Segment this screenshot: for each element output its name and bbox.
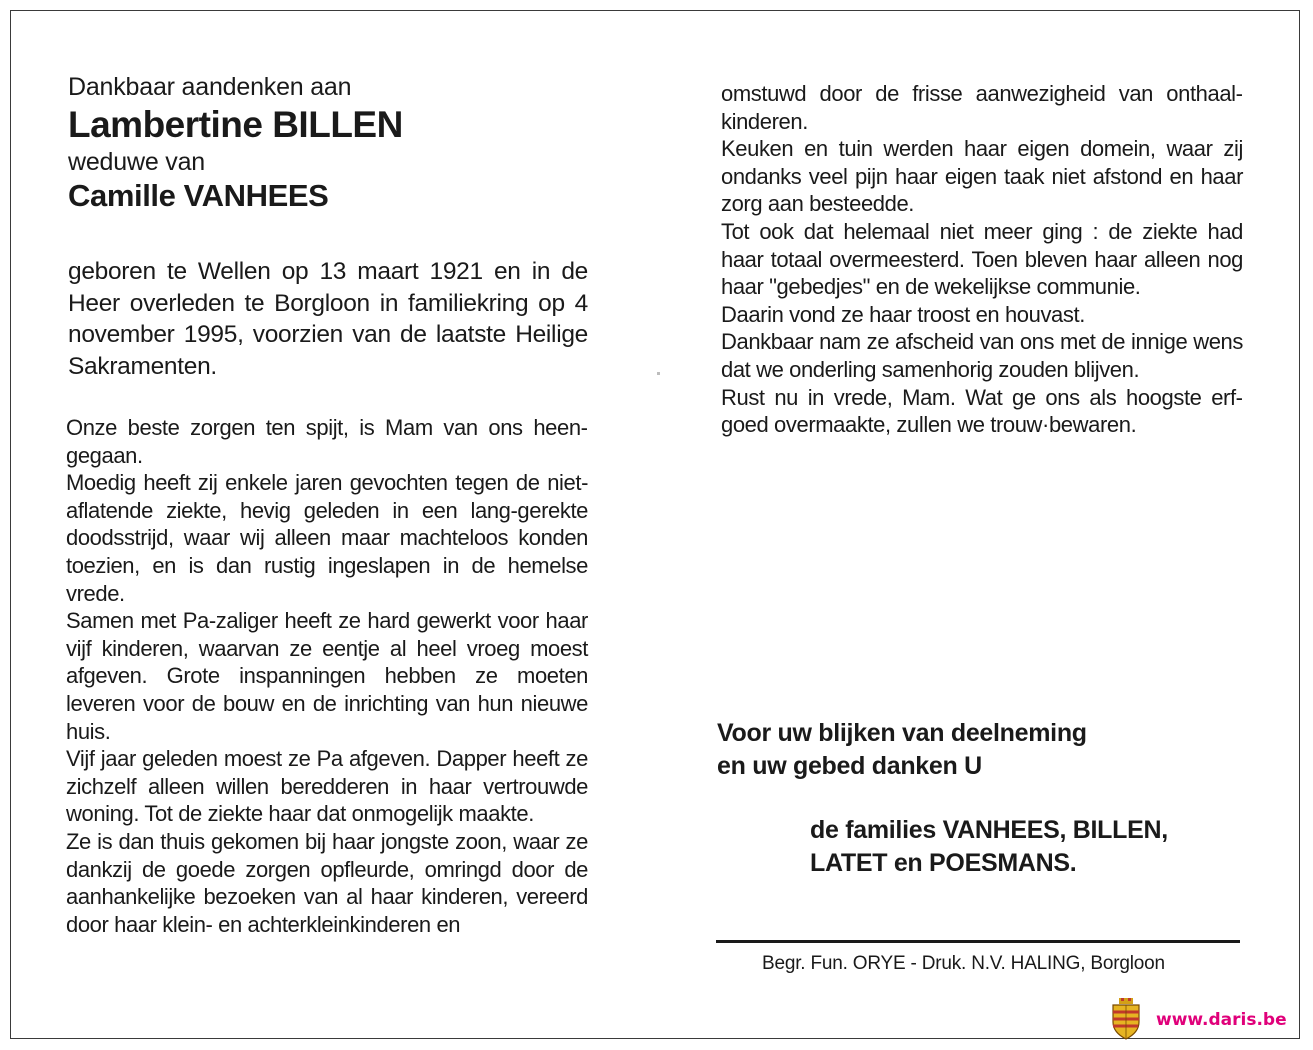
paragraph: Daarin vond ze haar troost en houvast. (721, 301, 1085, 327)
paragraph: Keuken en tuin werden haar eigen domein, waar zij ondanks veel pijn haar eigen taak niet afstond en haar zorg aan besteedde. (721, 136, 1243, 217)
watermark-link[interactable]: www.daris.be (1156, 1010, 1287, 1030)
divider (716, 940, 1240, 943)
left-column-text (66, 414, 588, 938)
paragraph: Rust nu in vrede, Mam. Wat ge ons als hoogste erfgoed overmaakte, zullen we trouw·bewaren. (721, 384, 1243, 438)
header-block (68, 72, 588, 214)
birth-death-text: geboren te Wellen op 13 maart 1921 en in de Heer overleden te Borgloon in familiekring op 4 november 1995, voorzien van de laatste Heilige Sakramenten. (68, 258, 588, 380)
paragraph: Moedig heeft zij enkele jaren gevochten tegen de niet-aflatende ziekte, hevig geleden in een lang-gerekte doodsstrijd, waar wij alleen maar machteloos konden toezien, en is dan rustig ingeslapen in de hemelse vrede. (66, 470, 588, 606)
spouse-name: Camille VANHEES (68, 178, 329, 213)
families-block (810, 814, 1168, 880)
paragraph: Samen met Pa-zaliger heeft ze hard gewerkt voor haar vijf kinderen, waarvan ze eentje al heel vroeg moest afgeven. Grote inspanningen hebben ze moeten leveren voor de bouw en de inrichting van hun nieuwe huis. (66, 608, 588, 744)
thanks-line: Voor uw blijken van deelneming (717, 719, 1087, 747)
paragraph: Dankbaar nam ze afscheid van ons met de innige wens dat we onderling samenhorig zouden blijven. (721, 329, 1243, 382)
thanks-line: en uw gebed danken U (717, 752, 982, 780)
right-column-text (721, 80, 1243, 439)
families-line: LATET en POESMANS. (810, 849, 1077, 877)
fold-mark (657, 372, 660, 375)
paragraph: omstuwd door de frisse aanwezigheid van onthaalkinderen. (721, 81, 1243, 134)
paragraph: Onze beste zorgen ten spijt, is Mam van ons heengegaan. (66, 415, 588, 468)
intro-text: Dankbaar aandenken aan (68, 73, 352, 101)
heraldic-shield-icon (1110, 998, 1142, 1040)
paragraph: Ze is dan thuis gekomen bij haar jongste zoon, waar ze dankzij de goede zorgen opfleurde, omringd door de aanhankelijke bezoeken van al haar kinderen, vereerd door haar klein- en achterkleinkinderen en (66, 828, 588, 937)
printer-credit: Begr. Fun. ORYE - Druk. N.V. HALING, Borgloon (762, 953, 1165, 974)
paragraph: Vijf jaar geleden moest ze Pa afgeven. Dapper heeft ze zichzelf alleen willen beredderen in haar vertrouwde woning. Tot de ziekte haar dat onmogelijk maakte. (66, 746, 588, 827)
paragraph: Tot ook dat helemaal niet meer ging : de ziekte had haar totaal overmeesterd. Toen bleven haar alleen nog haar "gebedjes" en de wekelijkse communie. (721, 218, 1243, 300)
families-line: de families VANHEES, BILLEN, (810, 816, 1168, 844)
thanks-block (717, 717, 1087, 783)
deceased-name: Lambertine BILLEN (68, 104, 403, 145)
relation-text: weduwe van (68, 148, 205, 176)
